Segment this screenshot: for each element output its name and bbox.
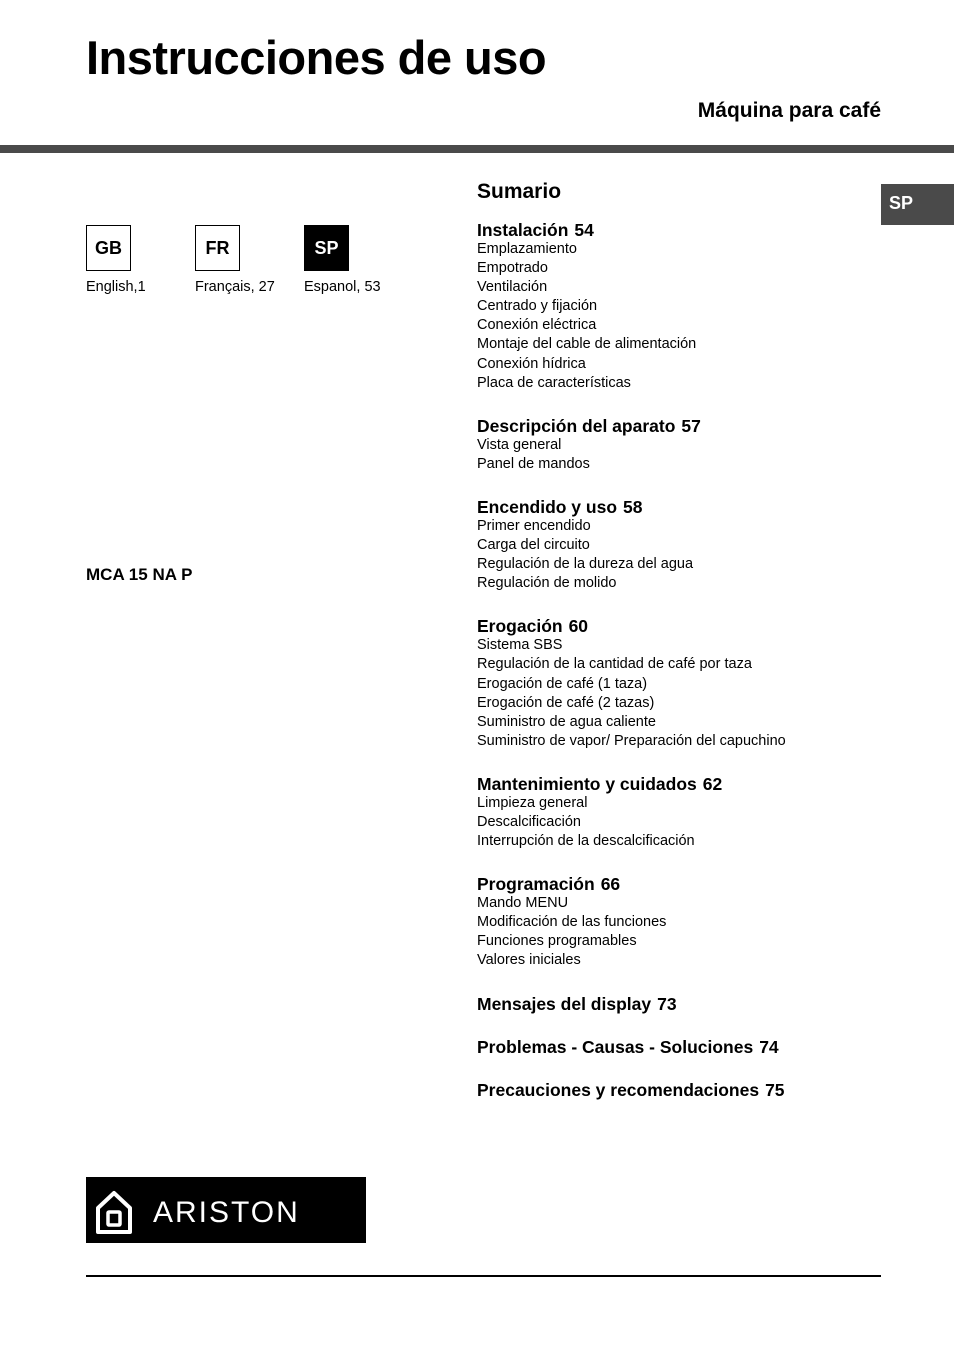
toc-section-page: 75 [765, 1079, 785, 1100]
toc-item[interactable]: Conexión hídrica [477, 355, 586, 372]
toc-item[interactable]: Limpieza general [477, 794, 588, 811]
toc-section-name: Programación [477, 874, 595, 895]
toc-item[interactable]: Descalcificación [477, 813, 581, 830]
table-of-contents [477, 180, 877, 1123]
toc-section-title[interactable] [477, 1037, 877, 1057]
toc-section [477, 874, 877, 970]
toc-section [477, 416, 877, 474]
toc-item[interactable]: Suministro de agua caliente [477, 713, 656, 730]
toc-section-page: 66 [600, 874, 621, 895]
toc-section-page: 73 [657, 993, 677, 1014]
toc-item[interactable]: Funciones programables [477, 933, 637, 950]
toc-item[interactable]: Sistema SBS [477, 637, 563, 654]
toc-item[interactable]: Mando MENU [477, 895, 569, 912]
toc-item[interactable]: Ventilación [477, 279, 548, 296]
toc-section-name: Precauciones y recomendaciones [477, 1079, 760, 1100]
language-box-fr[interactable]: FR [195, 225, 240, 271]
toc-section-page: 62 [702, 773, 723, 794]
toc-section-name: Instalación [477, 220, 569, 240]
toc-item[interactable]: Carga del circuito [477, 537, 590, 554]
toc-section-page: 74 [759, 1036, 779, 1057]
toc-section [477, 1080, 877, 1100]
toc-section [477, 994, 877, 1014]
toc-item[interactable]: Empotrado [477, 260, 548, 277]
page-subtitle: Máquina para café [697, 99, 881, 122]
toc-item[interactable]: Suministro de vapor/ Preparación del capuchino [477, 732, 786, 749]
toc-section-page: 57 [681, 415, 701, 436]
toc-item[interactable]: Emplazamiento [477, 241, 577, 257]
toc-section-title[interactable] [477, 497, 877, 517]
toc-section-name: Mantenimiento y cuidados [477, 773, 697, 794]
language-box-sp[interactable]: SP [304, 225, 349, 271]
toc-section-name: Mensajes del display [477, 993, 652, 1014]
toc-section-title[interactable] [477, 616, 877, 636]
toc-section-name: Erogación [477, 616, 563, 637]
toc-item[interactable]: Placa de características [477, 374, 631, 391]
language-box-gb[interactable]: GB [86, 225, 131, 271]
toc-section-page: 54 [574, 220, 594, 240]
toc-item[interactable]: Centrado y fijación [477, 298, 598, 315]
toc-section-title[interactable] [477, 774, 877, 794]
toc-heading: Sumario [477, 180, 562, 203]
toc-section-title[interactable] [477, 994, 877, 1014]
toc-item[interactable]: Conexión eléctrica [477, 317, 597, 334]
language-side-tab: SP [881, 184, 954, 225]
toc-item[interactable]: Regulación de molido [477, 575, 617, 592]
toc-item[interactable]: Interrupción de la descalcificación [477, 833, 695, 850]
language-caption-sp: Espanol, 53 [304, 279, 381, 295]
toc-sections [477, 220, 877, 1100]
model-number: MCA 15 NA P [86, 565, 193, 584]
toc-item[interactable]: Regulación de la cantidad de café por taza [477, 656, 752, 673]
toc-item[interactable]: Erogación de café (2 tazas) [477, 694, 655, 711]
language-caption-gb: English,1 [86, 279, 146, 295]
toc-section [477, 616, 877, 751]
toc-item[interactable]: Modificación de las funciones [477, 914, 667, 931]
toc-section-name: Problemas - Causas - Soluciones [477, 1036, 754, 1057]
toc-section-page: 60 [568, 616, 589, 637]
page-title: Instrucciones de uso [86, 31, 547, 84]
toc-item[interactable]: Montaje del cable de alimentación [477, 336, 697, 353]
language-caption-fr: Français, 27 [195, 279, 275, 295]
toc-section-name: Descripción del aparato [477, 415, 676, 436]
toc-section-title[interactable] [477, 1080, 877, 1100]
toc-section [477, 220, 877, 393]
toc-section-title[interactable] [477, 220, 877, 240]
toc-section-name: Encendido y uso [477, 496, 618, 517]
bottom-divider [86, 1275, 881, 1277]
toc-section [477, 774, 877, 851]
toc-section-page: 58 [623, 496, 643, 517]
toc-item[interactable]: Valores iniciales [477, 952, 581, 969]
toc-item[interactable]: Primer encendido [477, 517, 591, 534]
toc-section-title[interactable] [477, 874, 877, 894]
toc-section-title[interactable] [477, 416, 877, 436]
logo-wordmark: ARISTON [153, 1196, 300, 1229]
toc-item[interactable]: Vista general [477, 436, 562, 453]
toc-section [477, 497, 877, 593]
top-divider [0, 145, 954, 153]
toc-item[interactable]: Regulación de la dureza del agua [477, 556, 694, 573]
toc-item[interactable]: Panel de mandos [477, 455, 590, 472]
toc-section [477, 1037, 877, 1057]
toc-item[interactable]: Erogación de café (1 taza) [477, 675, 648, 692]
ariston-logo [86, 1177, 366, 1243]
